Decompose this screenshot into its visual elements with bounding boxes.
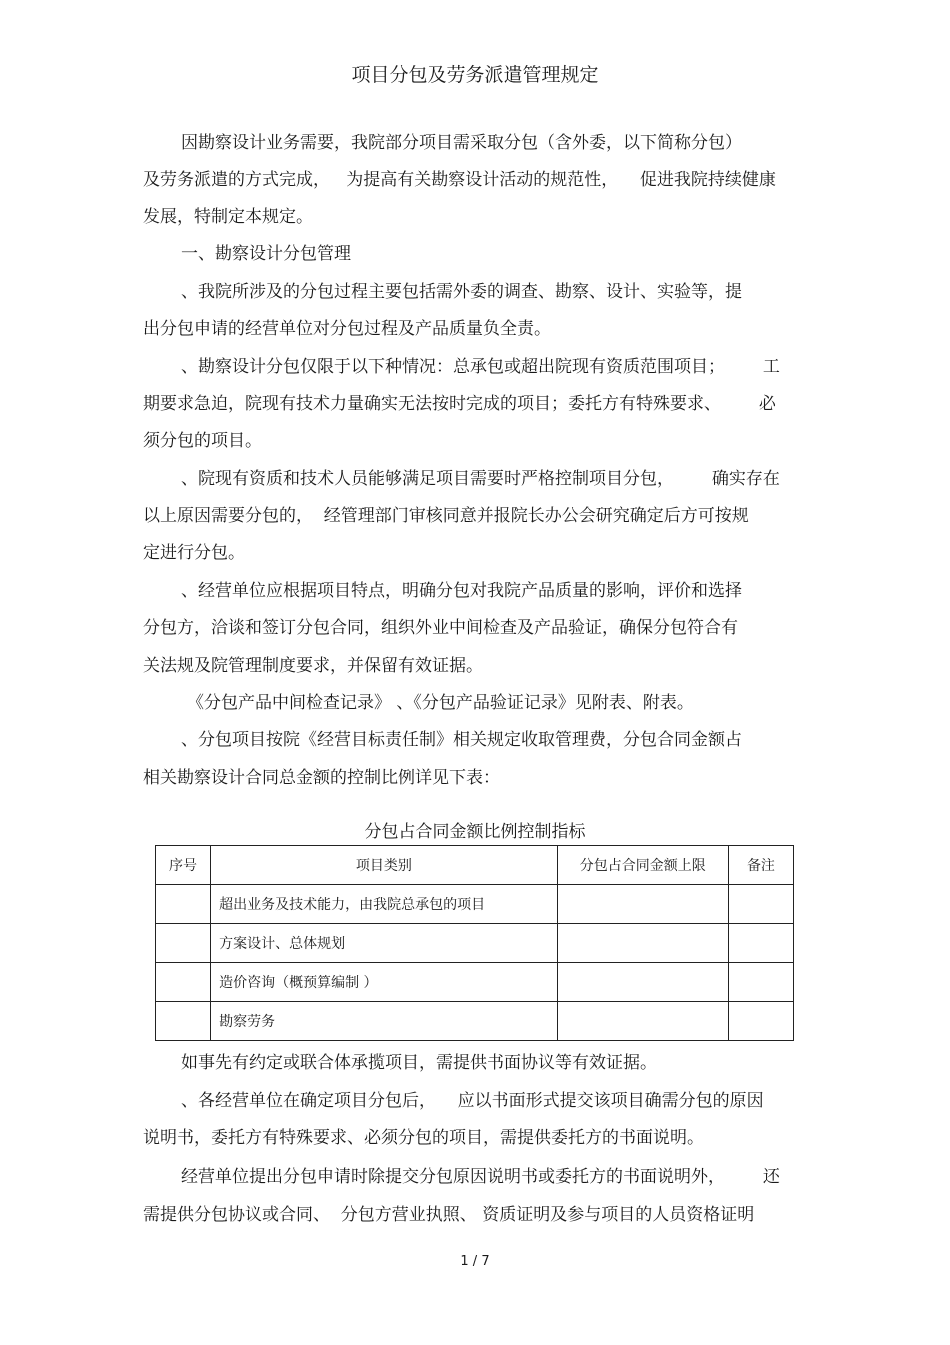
paragraph-line: 相关勘察设计合同总金额的控制比例详见下表： — [143, 768, 500, 788]
cell-note — [728, 1002, 793, 1041]
paragraph-line: 因勘察设计业务需要，我院部分项目需采取分包（含外委，以下简称分包） — [181, 133, 742, 153]
paragraph-line: 、分包项目按院《经营目标责任制》相关规定收取管理费，分包合同金额占 — [181, 730, 742, 750]
paragraph-line: 《分包产品中间检查记录》 、《分包产品验证记录》见附表、附表。 — [187, 693, 694, 713]
paragraph-line: 经营单位提出分包申请时除提交分包原因说明书或委托方的书面说明外， 还 — [181, 1167, 780, 1187]
table-row — [156, 963, 794, 1002]
cell-note — [728, 924, 793, 963]
table-caption: 分包占合同金额比例控制指标 — [364, 822, 586, 842]
cell-limit — [557, 963, 728, 1002]
table-header-row — [156, 846, 794, 885]
header-cell-limit: 分包占合同金额上限 — [557, 846, 728, 885]
header-cell-note: 备注 — [728, 846, 793, 885]
paragraph-line: 及劳务派遣的方式完成， 为提高有关勘察设计活动的规范性， 促进我院持续健康 — [143, 170, 776, 190]
cell-index — [156, 885, 211, 924]
cell-limit — [557, 1002, 728, 1041]
paragraph-line: 须分包的项目。 — [143, 431, 262, 451]
cell-category: 超出业务及技术能力，由我院总承包的项目 — [211, 885, 558, 924]
cell-category: 勘察劳务 — [211, 1002, 558, 1041]
cell-limit — [557, 885, 728, 924]
cell-index — [156, 963, 211, 1002]
table-row — [156, 1002, 794, 1041]
table-row — [156, 885, 794, 924]
cell-note — [728, 885, 793, 924]
paragraph-line: 期要求急迫，院现有技术力量确实无法按时完成的项目；委托方有特殊要求、 必 — [143, 394, 776, 414]
header-cell-category: 项目类别 — [211, 846, 558, 885]
paragraph-line: 关法规及院管理制度要求，并保留有效证据。 — [143, 656, 483, 676]
paragraph-line: 、勘察设计分包仅限于以下种情况：总承包或超出院现有资质范围项目； 工 — [181, 357, 780, 377]
cell-index — [156, 924, 211, 963]
paragraph-line: 出分包申请的经营单位对分包过程及产品质量负全责。 — [143, 319, 551, 339]
section-heading: 一、勘察设计分包管理 — [181, 244, 351, 264]
paragraph-line: 以上原因需要分包的， 经管理部门审核同意并报院长办公会研究确定后方可按规 — [143, 506, 749, 526]
cell-category: 造价咨询（概预算编制 ） — [211, 963, 558, 1002]
paragraph-line: 定进行分包。 — [143, 543, 245, 563]
cell-index — [156, 1002, 211, 1041]
ratio-table — [155, 845, 794, 1041]
header-cell-index: 序号 — [156, 846, 211, 885]
paragraph-line: 、院现有资质和技术人员能够满足项目需要时严格控制项目分包， 确实存在 — [181, 469, 780, 489]
page-number: 1 / 7 — [460, 1254, 490, 1269]
table-row — [156, 924, 794, 963]
paragraph-line: 、经营单位应根据项目特点，明确分包对我院产品质量的影响，评价和选择 — [181, 581, 742, 601]
cell-limit — [557, 924, 728, 963]
paragraph-line: 分包方，洽谈和签订分包合同，组织外业中间检查及产品验证，确保分包符合有 — [143, 618, 738, 638]
cell-note — [728, 963, 793, 1002]
paragraph-line: 发展，特制定本规定。 — [143, 207, 313, 227]
document-title: 项目分包及劳务派遣管理规定 — [351, 64, 599, 86]
paragraph-line: 、我院所涉及的分包过程主要包括需外委的调查、勘察、设计、实验等，提 — [181, 282, 742, 302]
paragraph-line: 、各经营单位在确定项目分包后， 应以书面形式提交该项目确需分包的原因 — [181, 1091, 764, 1111]
paragraph-line: 需提供分包协议或合同、 分包方营业执照、 资质证明及参与项目的人员资格证明 — [143, 1205, 755, 1225]
paragraph-line: 如事先有约定或联合体承揽项目，需提供书面协议等有效证据。 — [181, 1053, 657, 1073]
cell-category: 方案设计、总体规划 — [211, 924, 558, 963]
paragraph-line: 说明书，委托方有特殊要求、必须分包的项目，需提供委托方的书面说明。 — [143, 1128, 704, 1148]
